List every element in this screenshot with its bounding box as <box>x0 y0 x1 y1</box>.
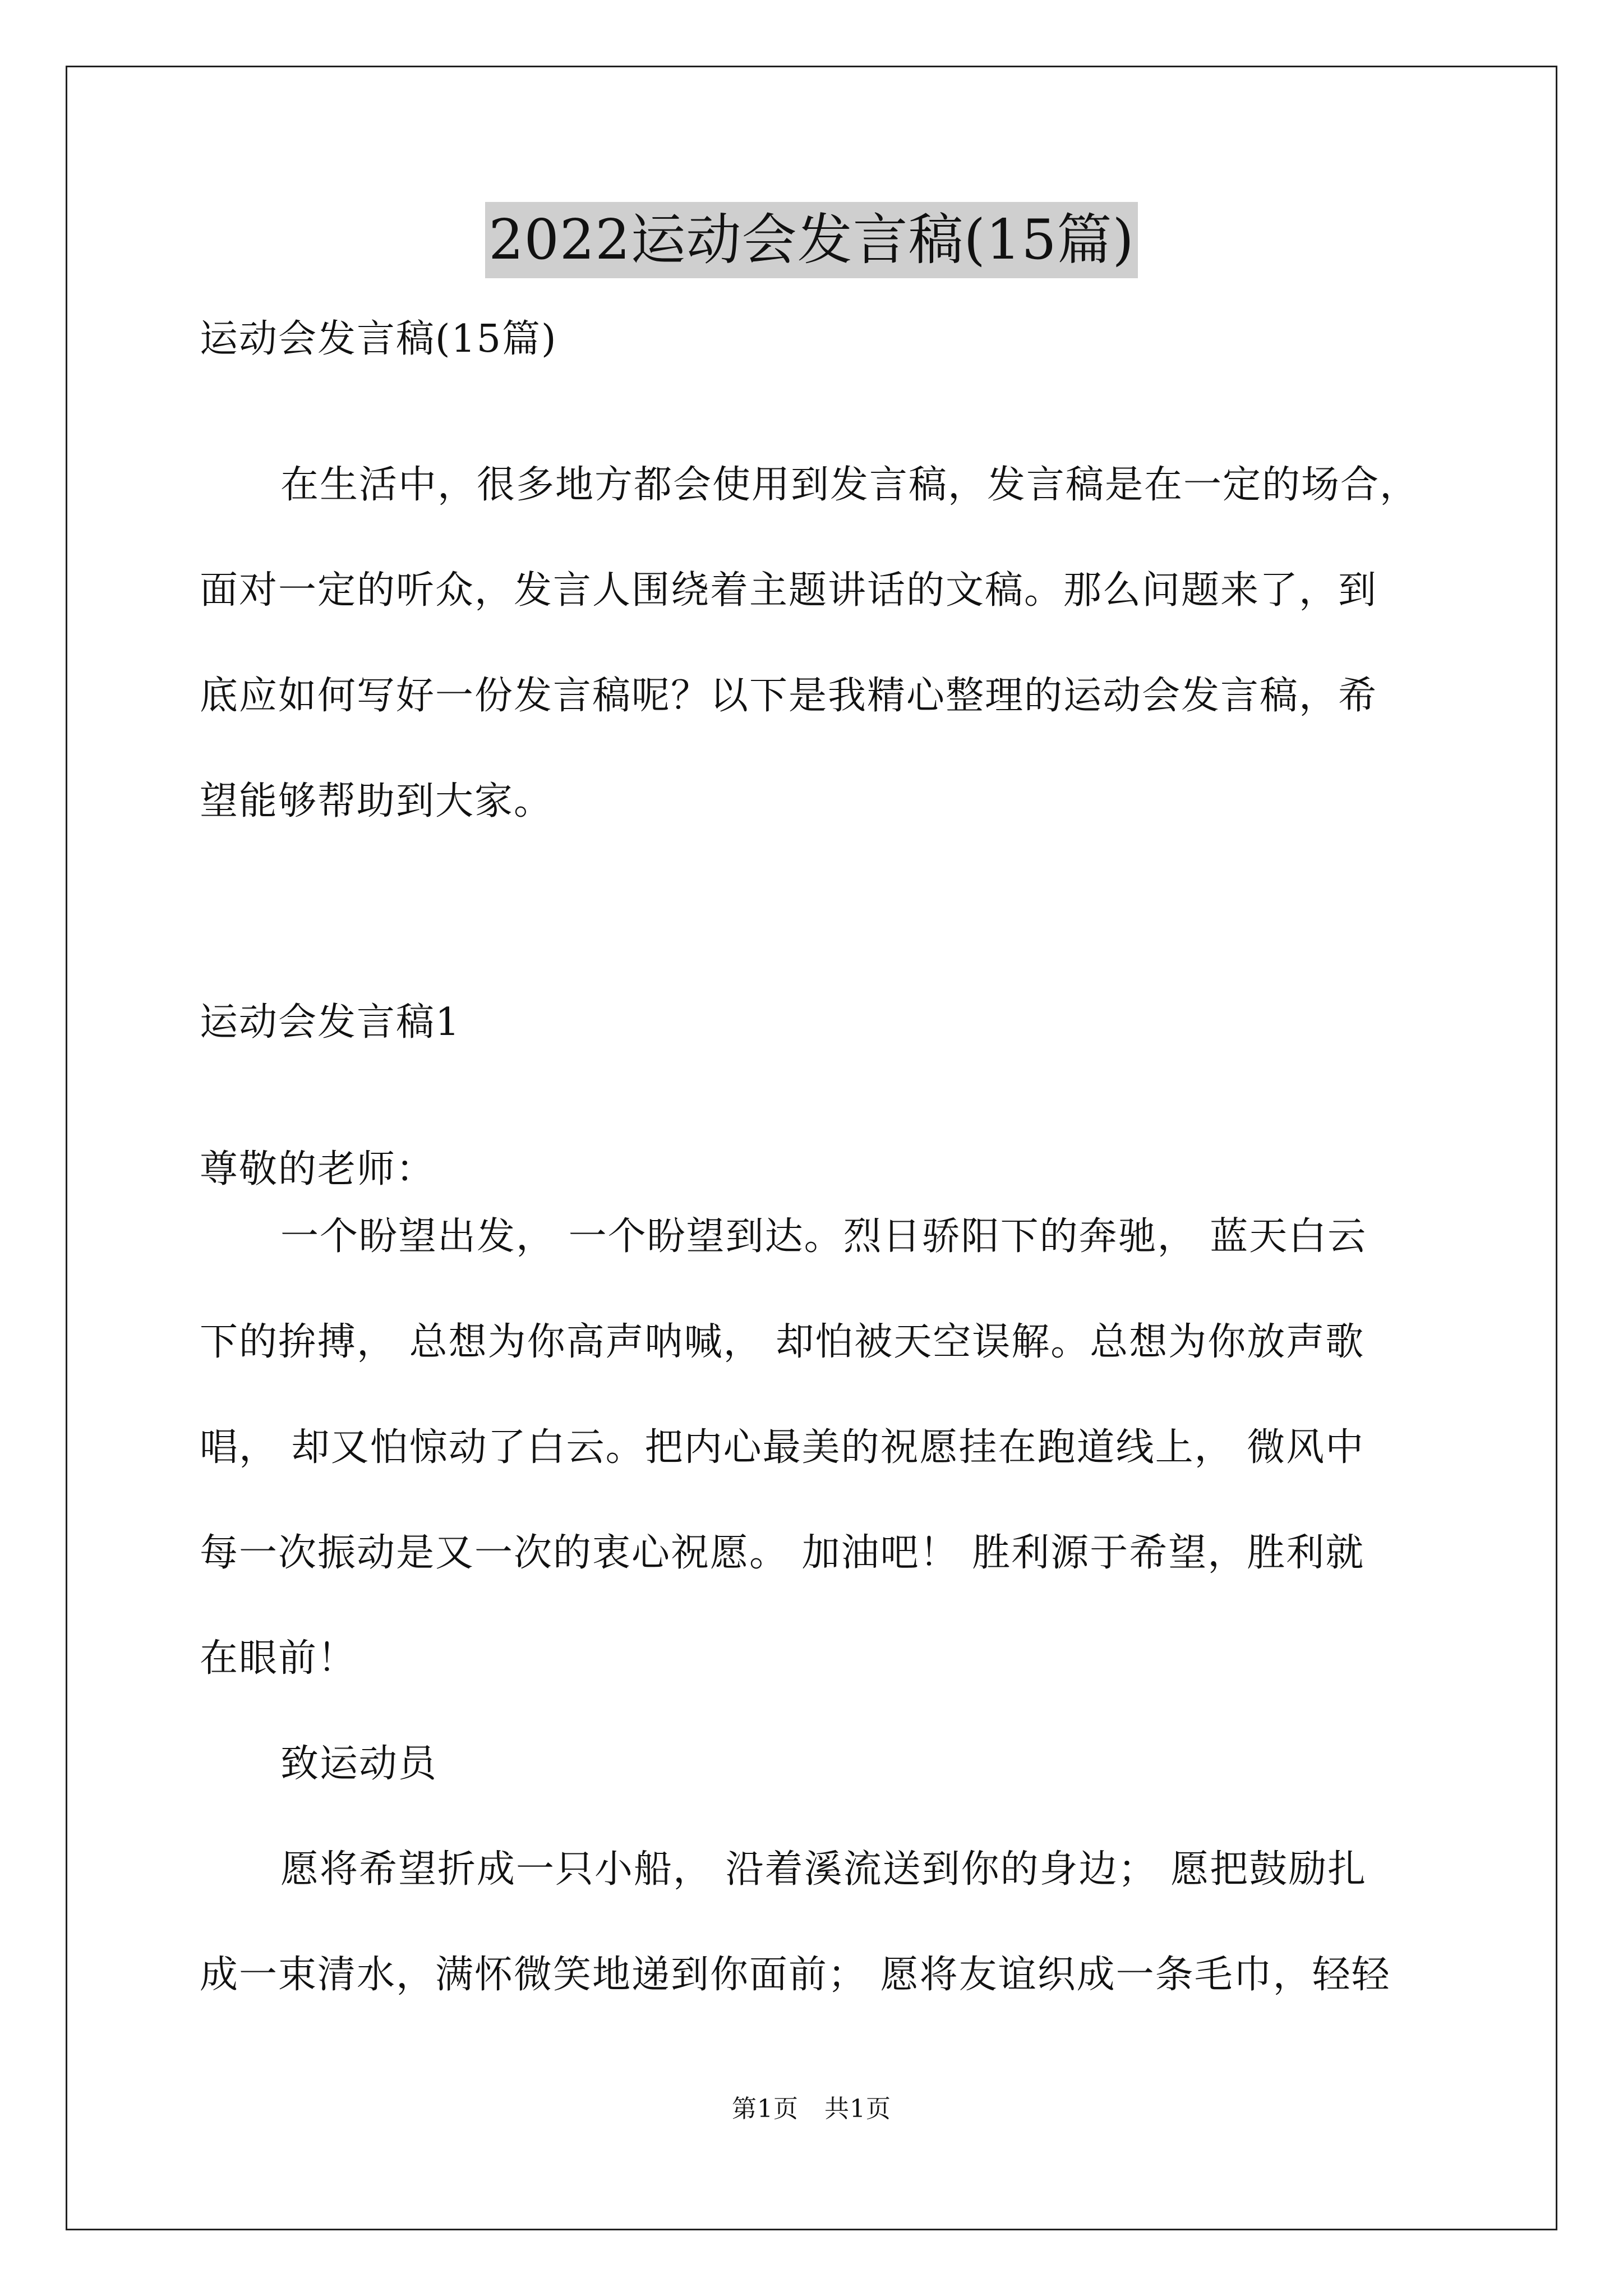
paragraph-line: 成一束清水，满怀微笑地递到你面前； 愿将友谊织成一条毛巾，轻轻 <box>200 1953 1391 1997</box>
intro-line: 望能够帮助到大家。 <box>200 779 554 823</box>
salutation: 尊敬的老师： <box>200 1147 436 1191</box>
paragraph-line: 愿将希望折成一只小船， 沿着溪流送到你的身边； 愿把鼓励扎 <box>280 1847 1367 1892</box>
sub-heading: 致运动员 <box>280 1742 438 1786</box>
page-total: 共1页 <box>824 2095 891 2123</box>
section-heading: 运动会发言稿1 <box>200 1000 461 1045</box>
paragraph-line: 一个盼望出发， 一个盼望到达。烈日骄阳下的奔驰， 蓝天白云 <box>280 1214 1367 1259</box>
document-subtitle: 运动会发言稿(15篇) <box>200 317 557 361</box>
page-number: 第1页 <box>732 2095 799 2123</box>
paragraph-line: 唱， 却又怕惊动了白云。把内心最美的祝愿挂在跑道线上， 微风中 <box>200 1425 1365 1470</box>
document-title: 2022运动会发言稿(15篇) <box>485 202 1138 278</box>
paragraph-line: 在眼前！ <box>200 1636 357 1681</box>
intro-line: 在生活中，很多地方都会使用到发言稿，发言稿是在一定的场合， <box>280 463 1419 507</box>
title-container <box>0 202 1623 278</box>
paragraph-line: 每一次振动是又一次的衷心祝愿。 加油吧！ 胜利源于希望，胜利就 <box>200 1531 1365 1575</box>
intro-line: 面对一定的听众，发言人围绕着主题讲话的文稿。那么问题来了，到 <box>200 568 1378 613</box>
page-footer <box>0 2092 1623 2126</box>
intro-line: 底应如何写好一份发言稿呢？以下是我精心整理的运动会发言稿，希 <box>200 674 1378 718</box>
paragraph-line: 下的拚搏， 总想为你高声呐喊， 却怕被天空误解。总想为你放声歌 <box>200 1320 1365 1364</box>
